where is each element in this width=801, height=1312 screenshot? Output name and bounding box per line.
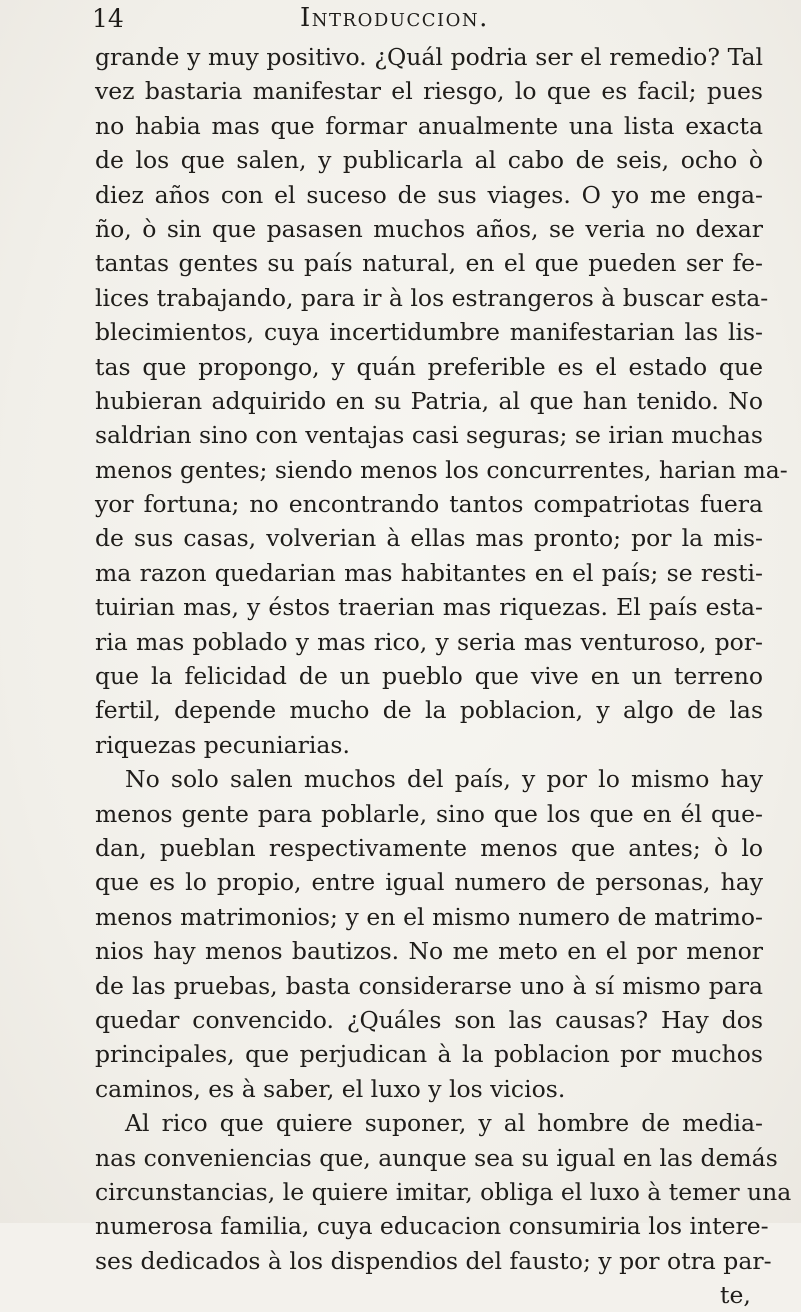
text-line: riquezas pecuniarias. [95,730,350,759]
text-line: blecimientos, cuya incertidumbre manifestarian las lis- [95,318,763,347]
text-line: quedar convencido. ¿Quáles son las causas? Hay dos [95,1005,763,1034]
text-line: dan, pueblan respectivamente menos que antes; ò lo [95,833,763,862]
text-line: saldrian sino con ventajas casi seguras; se irian muchas [95,421,763,450]
text-line: de las pruebas, basta considerarse uno à sí mismo para [95,971,763,1000]
page-header [0,2,801,38]
page-number: 14 [92,4,124,33]
text-line: tuirian mas, y éstos traerian mas riquezas. El país esta- [95,593,763,622]
text-line: diez años con el suceso de sus viages. O yo me enga- [95,180,763,209]
text-line: de sus casas, volverian à ellas mas pronto; por la mis- [95,524,763,553]
text-line: lices trabajando, para ir à los estrangeros à buscar esta- [95,283,769,312]
text-line: principales, que perjudican à la poblacion por muchos [95,1040,763,1069]
text-line: numerosa familia, cuya educacion consumiria los intere- [95,1212,769,1241]
text-line: ño, ò sin que pasasen muchos años, se veria no dexar [95,214,763,243]
text-line: ses dedicados à los dispendios del fausto; y por otra par- [95,1246,772,1275]
running-head: Introduccion. [300,3,489,33]
text-line: caminos, es à saber, el luxo y los vicios. [95,1074,566,1103]
text-line: ma razon quedarian mas habitantes en el país; se resti- [95,558,763,587]
paragraph-start-line: Al rico que quiere suponer, y al hombre de media- [125,1109,763,1138]
catchword-row [95,1278,763,1312]
paragraph-start-line: No solo salen muchos del país, y por lo mismo hay [125,765,763,794]
text-line: de los que salen, y publicarla al cabo de seis, ocho ò [95,146,763,175]
body-text [95,40,792,1312]
text-line: nios hay menos bautizos. No me meto en el por menor [95,937,763,966]
text-line: que la felicidad de un pueblo que vive en un terreno [95,662,763,691]
text-line: yor fortuna; no encontrando tantos compatriotas fuera [95,490,763,519]
text-line: menos gente para poblarle, sino que los que en él que- [95,799,763,828]
text-line: tas que propongo, y quán preferible es el estado que [95,352,763,381]
text-line: circunstancias, le quiere imitar, obliga el luxo à temer una [95,1177,792,1206]
text-line: tantas gentes su país natural, en el que pueden ser fe- [95,249,763,278]
text-line: no habia mas que formar anualmente una lista exacta [95,111,763,140]
text-line: fertil, depende mucho de la poblacion, y algo de las [95,696,763,725]
text-line: que es lo propio, entre igual numero de personas, hay [95,868,763,897]
catchword: te, [720,1281,751,1310]
text-line: menos matrimonios; y en el mismo numero de matrimo- [95,902,763,931]
text-line: ria mas poblado y mas rico, y seria mas venturoso, por- [95,627,763,656]
text-line: grande y muy positivo. ¿Quál podria ser el remedio? Tal [95,43,763,71]
text-line: menos gentes; siendo menos los concurrentes, harian ma- [95,455,788,484]
text-line: vez bastaria manifestar el riesgo, lo que es facil; pues [95,77,763,106]
text-line: nas conveniencias que, aunque sea su igual en las demás [95,1143,778,1172]
text-line: hubieran adquirido en su Patria, al que han tenido. No [95,386,763,415]
